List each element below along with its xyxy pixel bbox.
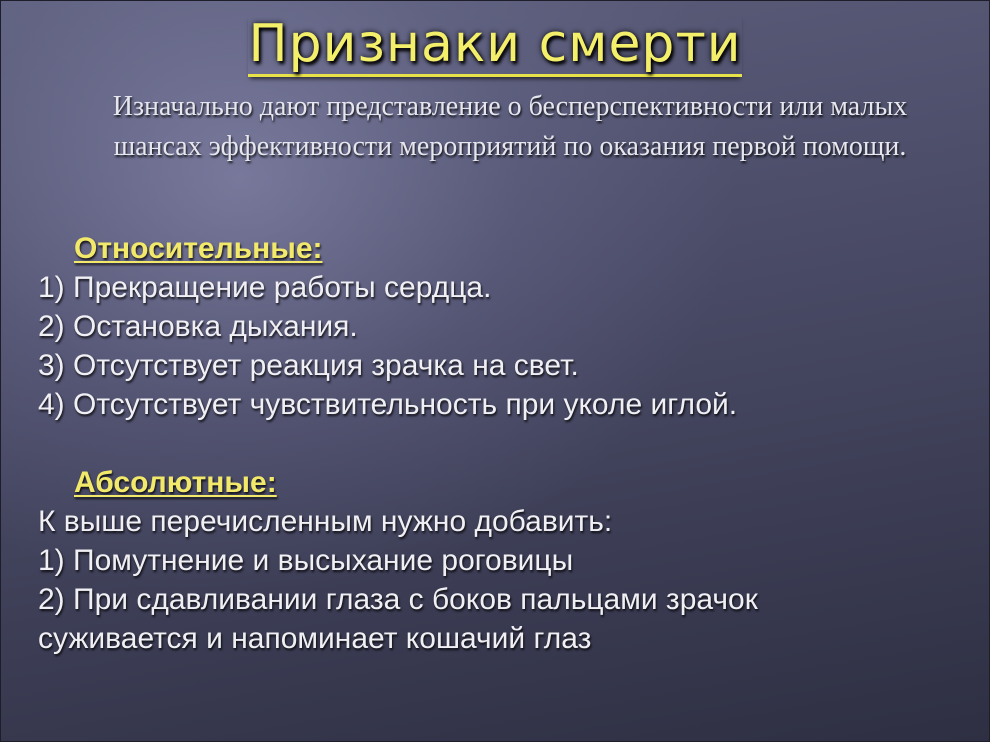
relative-sign-item: 1) Прекращение работы сердца. <box>38 271 492 304</box>
absolute-sign-item: К выше перечисленным нужно добавить: <box>38 505 613 538</box>
absolute-signs-heading: Абсолютные: <box>74 466 277 499</box>
relative-sign-item: 2) Остановка дыхания. <box>38 310 358 343</box>
intro-paragraph: Изначально дают представление о бесперспективности или малых шансах эффективности мероприятий по оказания первой помощи. <box>112 91 908 162</box>
section-spacer <box>38 424 958 463</box>
relative-sign-item: 4) Отсутствует чувствительность при уколе иглой. <box>38 388 738 421</box>
slide-title-text: Признаки смерти <box>248 14 741 77</box>
absolute-sign-item: суживается и напоминает кошачий глаз <box>38 622 592 655</box>
absolute-sign-item: 2) При сдавливании глаза с боков пальцами зрачок <box>38 583 758 616</box>
content-body <box>38 229 958 658</box>
slide-title <box>0 8 990 80</box>
absolute-sign-item: 1) Помутнение и высыхание роговицы <box>38 544 574 577</box>
relative-signs-heading: Относительные: <box>74 232 323 265</box>
relative-sign-item: 3) Отсутствует реакция зрачка на свет. <box>38 349 579 382</box>
